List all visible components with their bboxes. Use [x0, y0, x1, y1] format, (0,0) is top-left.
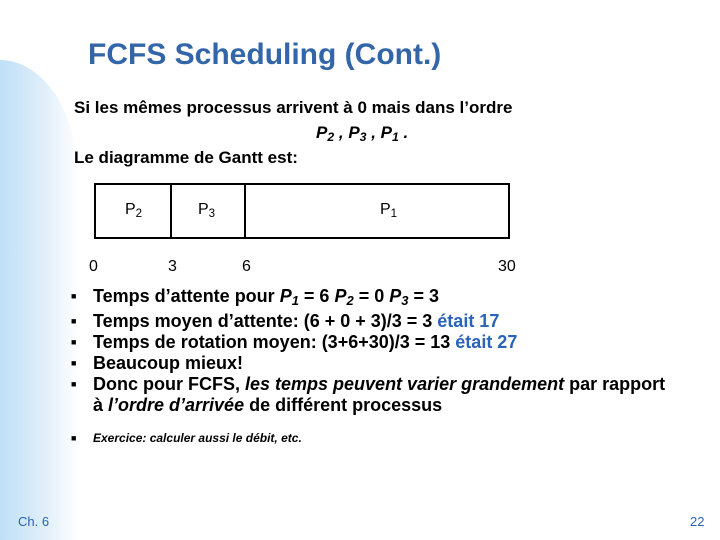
intro-line-3: Le diagramme de Gantt est: [74, 148, 298, 167]
bullet-1: ■ Temps d’attente pour $P_1 = 6$ $P_2 = 0$ $P_3 = 3$ [71, 286, 439, 309]
gantt-tick-30: 30 [498, 258, 516, 275]
bullet-square-icon: ■ [71, 337, 77, 348]
gantt-chart [94, 183, 510, 239]
bullet-list [70, 286, 670, 449]
bullet-3: ■ Temps de rotation moyen: (3+6+30)/3 = 13 était 27 [71, 332, 518, 353]
chapter-label: Ch. 6 [18, 514, 50, 529]
intro-line-1: Si les mêmes processus arrivent à 0 mais dans l’ordre [74, 98, 513, 117]
bullet-square-icon: ■ [71, 433, 77, 444]
gantt-label-p2: $P_2$ [125, 201, 143, 220]
bullet-2: ■ Temps moyen d’attente: (6 + 0 + 3)/3 = 3 était 17 [71, 311, 500, 332]
order-p2: $P_2$ [316, 123, 335, 145]
gantt-label-p3: $P_3$ [198, 201, 216, 220]
page-number: 22 [690, 514, 705, 529]
order-p1: $P_1$ [380, 123, 399, 145]
bullet-square-icon: ■ [71, 358, 77, 369]
order-p3: $P_3$ [348, 123, 367, 145]
gantt-tick-3: 3 [168, 258, 177, 275]
gantt-tick-0: 0 [89, 258, 98, 275]
bullet-6: ■ Exercice: calculer aussi le débit, etc. [70, 428, 670, 449]
gantt-divider-1 [170, 185, 172, 237]
bullet-square-icon: ■ [71, 291, 77, 301]
bullet-4: ■ Beaucoup mieux! [71, 353, 244, 374]
gantt-label-p1: $P_1$ [380, 201, 398, 220]
slide-title: FCFS Scheduling (Cont.) [88, 38, 442, 71]
bullet-square-icon: ■ [71, 316, 77, 327]
decorative-gradient [0, 60, 78, 540]
order-p2-sub: 2 [327, 130, 335, 145]
bullet-5: ■ Donc pour FCFS, les temps peuvent varier grandement par rapport à l’ordre d’arrivée de différent processus [71, 374, 666, 416]
gantt-tick-6: 6 [242, 258, 251, 275]
bullet-square-icon: ■ [71, 379, 77, 390]
intro-order: $P_2$ , $P_3$ , $P_1$ . [316, 123, 409, 145]
gantt-divider-2 [244, 185, 246, 237]
